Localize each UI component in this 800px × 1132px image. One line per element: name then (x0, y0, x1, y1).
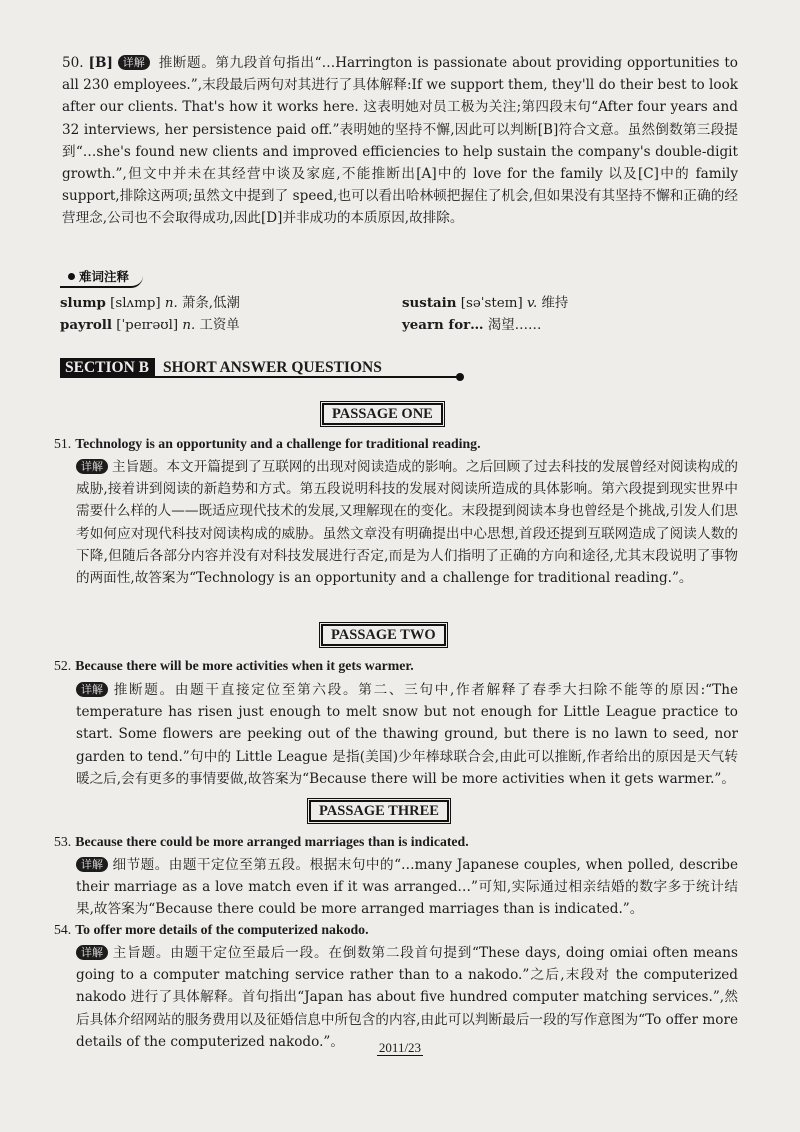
q51-number: 51. (54, 436, 72, 451)
vocab-heading-text: 难词注释 (79, 269, 130, 284)
passage-one-label: PASSAGE ONE (322, 403, 443, 425)
q51-line (54, 434, 481, 454)
vocab-meaning: 工资单 (199, 318, 240, 333)
section-label: SECTION B (60, 358, 155, 377)
vocab-phonetic: [slʌmp] (110, 296, 161, 311)
q54-line (54, 920, 369, 940)
q54-number: 54. (54, 922, 72, 937)
passage-three-label: PASSAGE THREE (309, 800, 449, 822)
vocab-item (60, 315, 240, 336)
q50-explanation: 推断题。第九段首句指出“…Harrington is passionate about providing opportunities to all 230 employees.”,末段最后两句对其进行了具体解释:If we support them, they'll do their best to look after our clients. That's how it works here. 这表明她对员工极为关注;第四段末句“After four years and 32 interviews, her persistence paid off.”表明她的坚持不懈,因此可以判断[B]符合文意。虽然倒数第三段提到“…she's found new clients and improved efficiencies to help sustain the company's double-digit growth.”,但文中并未在其经营中谈及家庭,不能推断出[A]中的 love for the family 以及[C]中的 family support,排除这两项;虽然文中提到了 speed,也可以看出哈林顿把握住了机会,但如果没有其坚持不懈和正确的经营理念,公司也不会取得成功,因此[D]并非成功的本质原因,故排除。 (62, 55, 738, 227)
detail-tag: 详解 (76, 945, 108, 960)
vocab-meaning: 维持 (541, 296, 569, 311)
q51-answer: Technology is an opportunity and a challenge for traditional reading. (75, 436, 481, 451)
vocab-word: sustain (402, 295, 457, 311)
vocab-word: yearn for… (402, 317, 484, 333)
q54-block (76, 942, 738, 1053)
bullet-icon (68, 273, 75, 280)
vocab-meaning: 渴望…… (487, 318, 542, 333)
vocab-word: payroll (60, 317, 112, 333)
q51-explanation: 主旨题。本文开篇提到了互联网的出现对阅读造成的影响。之后回顾了过去科技的发展曾经对阅读构成的威胁,接着讲到阅读的新趋势和方式。第五段说明科技的发展对阅读所造成的具体影响。第六段提到现实世界中需要什么样的人——既适应现代技术的发展,又理解现在的变化。末段提到阅读本身也曾经是个挑战,引发人们思考如何应对现代科技对阅读构成的威胁。虽然文章没有明确提出中心思想,首段还提到互联网造成了阅读人数的下降,但随后各部分内容并没有对科技发展进行否定,而是为人们指明了正确的方向和途径,尤其末段说明了事物的两面性,故答案为“Technology is an opportunity and a challenge for traditional reading.”。 (76, 459, 738, 587)
q50-number: 50. (62, 55, 84, 71)
q53-answer: Because there could be more arranged marriages than is indicated. (75, 834, 469, 849)
q54-explanation: 主旨题。由题干定位至最后一段。在倒数第二段首句提到“These days, doing omiai often means going to a computer matching service rather than to a nakodo.”之后,末段对 the computerized nakodo 进行了具体解释。首句指出“Japan has about five hundred computer matching services.”,然后具体介绍网站的服务费用以及征婚信息中所包含的内容,由此可以判断最后一段的写作意图为“To offer more details of the computerized nakodo.”。 (76, 945, 738, 1050)
vocab-meaning: 萧条,低潮 (182, 296, 240, 311)
q52-line (54, 656, 414, 676)
vocab-pos: n. (182, 318, 196, 333)
vocab-phonetic: [səˈsteɪn] (460, 296, 523, 311)
section-title: SHORT ANSWER QUESTIONS (163, 359, 382, 376)
q50-answer: [B] (88, 55, 113, 71)
q54-answer: To offer more details of the computerized nakodo. (75, 922, 369, 937)
q53-line (54, 832, 469, 852)
detail-tag: 详解 (76, 459, 108, 474)
q52-block (76, 679, 738, 790)
q53-explanation: 细节题。由题干定位至第五段。根据末句中的“…many Japanese couples, when polled, describe their marriage as a love match even if it was arranged…”可知,实际通过相亲结婚的数字多于统计结果,故答案为“Because there could be more arranged marriages than is indicated.”。 (76, 857, 738, 918)
q50-block (62, 52, 738, 230)
q52-number: 52. (54, 658, 72, 673)
section-heading (60, 358, 460, 378)
vocab-heading (60, 266, 143, 288)
detail-tag: 详解 (76, 682, 108, 697)
bullet-icon (456, 373, 464, 381)
detail-tag: 详解 (118, 55, 150, 70)
q51-block (76, 456, 738, 589)
page-number: 2011/23 (378, 1040, 422, 1055)
vocab-word: slump (60, 295, 106, 311)
q53-block (76, 854, 738, 921)
vocab-pos: v. (527, 296, 538, 311)
q52-answer: Because there will be more activities when it gets warmer. (75, 658, 414, 673)
vocab-item (402, 293, 568, 314)
vocab-item (402, 315, 541, 336)
detail-tag: 详解 (76, 857, 108, 872)
vocab-phonetic: [ˈpeɪrəʊl] (116, 318, 179, 333)
vocab-item (60, 293, 240, 314)
q53-number: 53. (54, 834, 72, 849)
vocab-pos: n. (164, 296, 178, 311)
page-footer (0, 1040, 800, 1056)
q52-explanation: 推断题。由题干直接定位至第六段。第二、三句中,作者解释了春季大扫除不能等的原因:“The temperature has risen just enough to melt snow but not enough for Little League practice to start. Some flowers are peeking out of the thawing ground, but there is no lawn to seed, nor garden to tend.”句中的 Little League 是指(美国)少年棒球联合会,由此可以推断,作者给出的原因是天气转暖之后,会有更多的事情要做,故答案为“Because there will be more activities when it gets warmer.”。 (76, 682, 738, 787)
passage-two-label: PASSAGE TWO (321, 624, 446, 646)
